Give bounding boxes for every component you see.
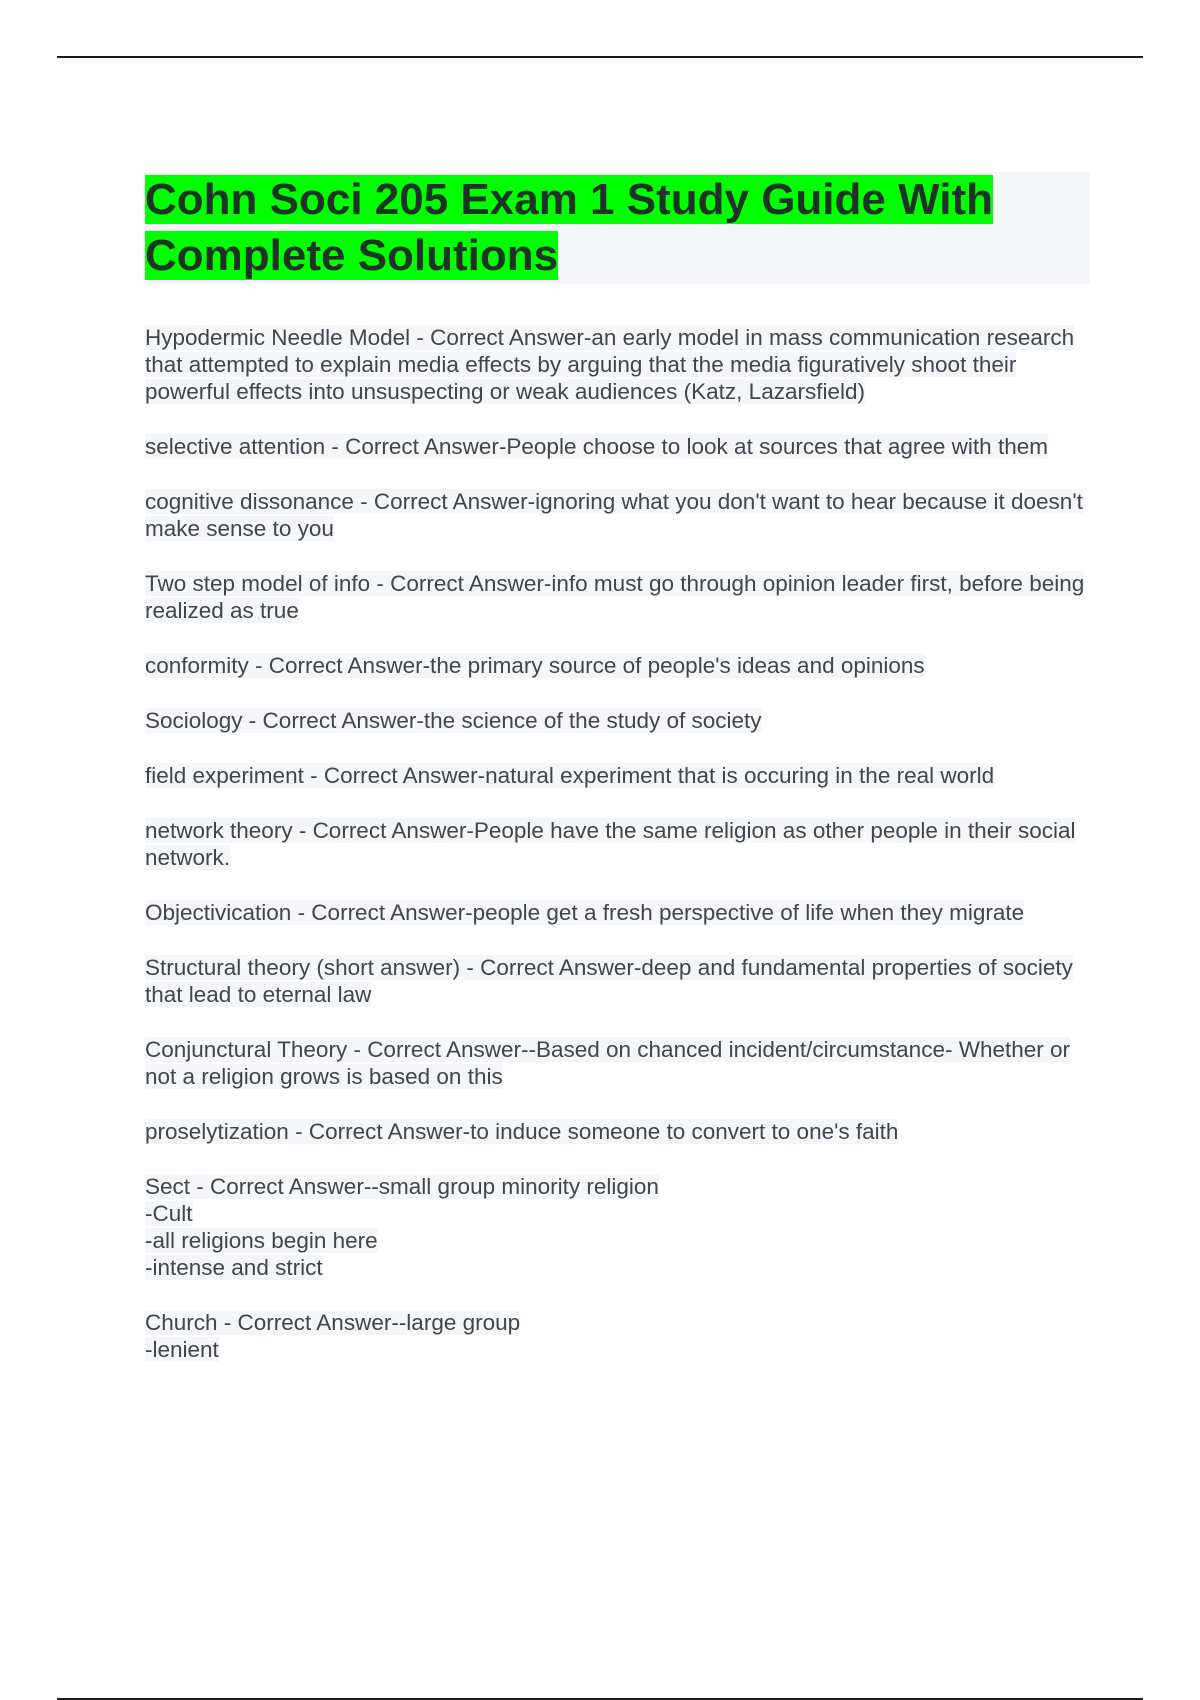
entry-text: selective attention - Correct Answer-People choose to look at sources that agree with them bbox=[145, 434, 1048, 459]
entry-sociology bbox=[145, 707, 1090, 734]
entry-church bbox=[145, 1309, 1090, 1363]
entry-proselytization bbox=[145, 1118, 1090, 1145]
entry-list bbox=[145, 324, 1090, 1363]
entry-text: Hypodermic Needle Model - Correct Answer-an early model in mass communication research that attempted to explain media effects by arguing that the media figuratively shoot their powerful effects into unsuspecting or weak audiences (Katz, Lazarsfield) bbox=[145, 325, 1075, 404]
entry-text: Sociology - Correct Answer-the science of the study of society bbox=[145, 708, 762, 733]
entry-text: Two step model of info - Correct Answer-info must go through opinion leader first, before being realized as true bbox=[145, 571, 1085, 623]
entry-text: proselytization - Correct Answer-to induce someone to convert to one's faith bbox=[145, 1119, 899, 1144]
document-body bbox=[145, 172, 1090, 1391]
entry-network-theory bbox=[145, 817, 1090, 871]
title-block bbox=[145, 172, 1090, 284]
entry-structural-theory bbox=[145, 954, 1090, 1008]
entry-hypodermic-needle-model bbox=[145, 324, 1090, 405]
document-title bbox=[145, 172, 1090, 284]
entry-sect bbox=[145, 1173, 1090, 1281]
entry-cognitive-dissonance bbox=[145, 488, 1090, 542]
entry-text: field experiment - Correct Answer-natural experiment that is occuring in the real world bbox=[145, 763, 995, 788]
entry-conformity bbox=[145, 652, 1090, 679]
entry-text: Structural theory (short answer) - Correct Answer-deep and fundamental properties of society that lead to eternal law bbox=[145, 955, 1073, 1007]
entry-text: Objectivication - Correct Answer-people get a fresh perspective of life when they migrate bbox=[145, 900, 1025, 925]
entry-text: Sect - Correct Answer--small group minority religion -Cult -all religions begin here -intense and strict bbox=[145, 1174, 659, 1280]
entry-objectivication bbox=[145, 899, 1090, 926]
entry-conjunctural-theory bbox=[145, 1036, 1090, 1090]
document-title-text: Cohn Soci 205 Exam 1 Study Guide With Complete Solutions bbox=[145, 175, 993, 280]
entry-text: Church - Correct Answer--large group -lenient bbox=[145, 1310, 521, 1362]
entry-text: cognitive dissonance - Correct Answer-ignoring what you don't want to hear because it doesn't make sense to you bbox=[145, 489, 1083, 541]
entry-text: conformity - Correct Answer-the primary source of people's ideas and opinions bbox=[145, 653, 925, 678]
top-rule bbox=[57, 56, 1143, 58]
entry-field-experiment bbox=[145, 762, 1090, 789]
entry-selective-attention bbox=[145, 433, 1090, 460]
entry-text: network theory - Correct Answer-People have the same religion as other people in their social network. bbox=[145, 818, 1076, 870]
entry-two-step-model bbox=[145, 570, 1090, 624]
entry-text: Conjunctural Theory - Correct Answer--Based on chanced incident/circumstance- Whether or not a religion grows is based on this bbox=[145, 1037, 1070, 1089]
